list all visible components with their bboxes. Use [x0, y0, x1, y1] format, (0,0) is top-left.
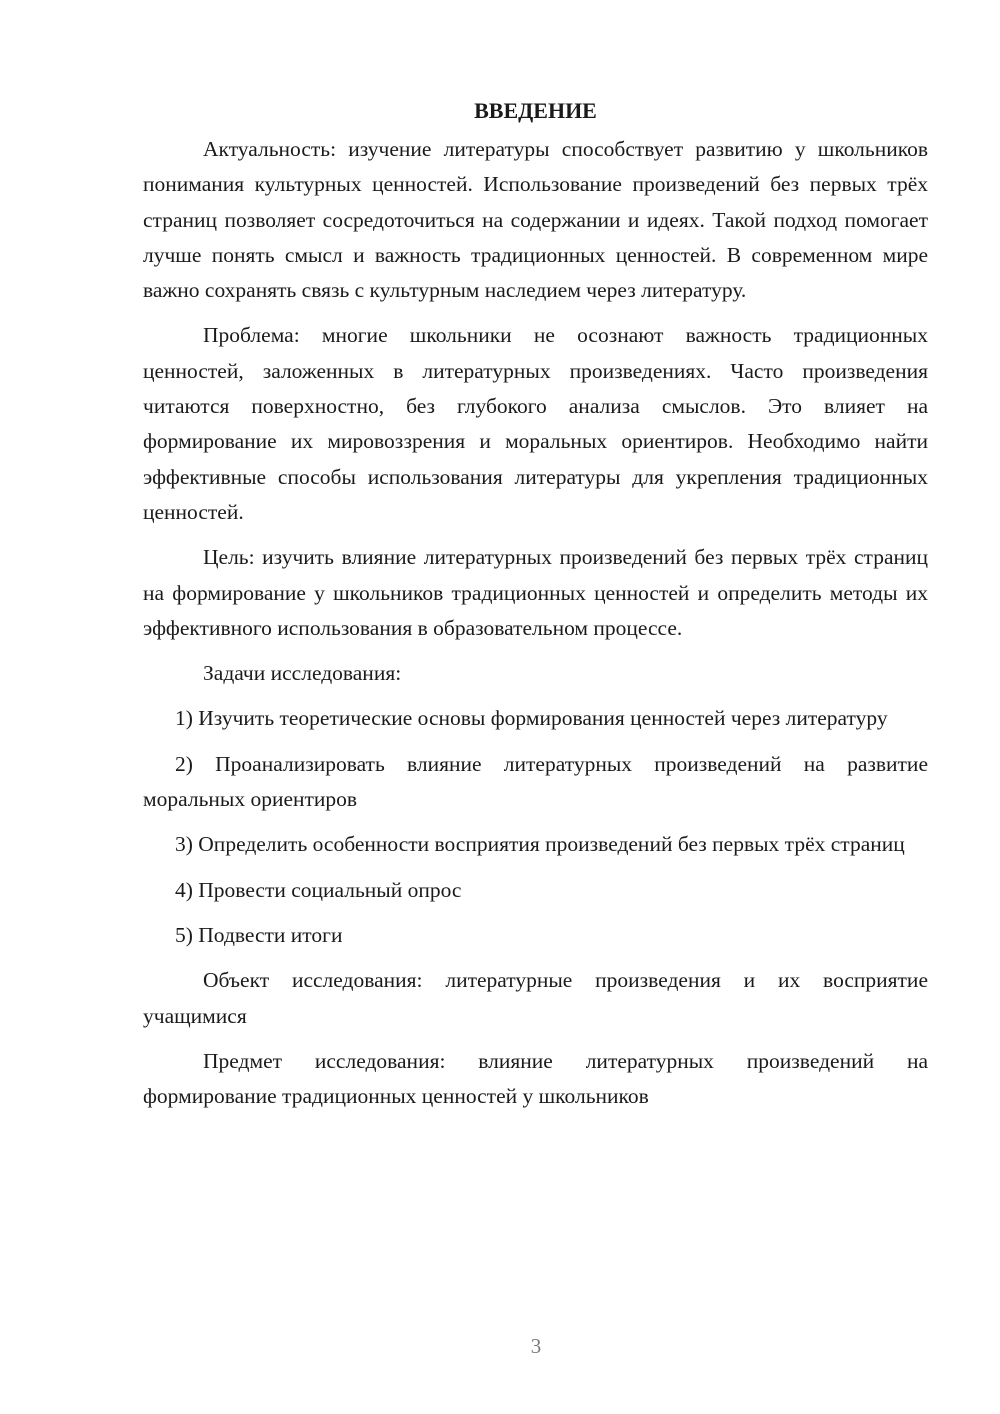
section-title: ВВЕДЕНИЕ: [474, 98, 597, 123]
task-item-3: 3) Определить особенности восприятия произведений без первых трёх страниц: [175, 832, 905, 857]
paragraph-problem: Проблема: многие школьники не осознают важность традиционных ценностей, заложенных в литературных произведениях. Часто произведения читаются поверхностно, без глубокого анализа смыслов. Это влияет на формирование их мировоззрения и моральных ориентиров. Необходимо найти эффективные способы использования литературы для укрепления традиционных ценностей.: [143, 323, 928, 524]
paragraph-goal: Цель: изучить влияние литературных произведений без первых трёх страниц на формирование у школьников традиционных ценностей и определить методы их эффективного использования в образовательном процессе.: [143, 545, 928, 640]
paragraph-subject: Предмет исследования: влияние литературных произведений на формирование традиционных ценностей у школьников: [143, 1048, 928, 1109]
page-number: 3: [530, 1334, 542, 1358]
document-page: [143, 96, 928, 1124]
paragraph-object: Объект исследования: литературные произведения и их восприятие учащимися: [143, 968, 928, 1028]
paragraph-relevance: Актуальность: изучение литературы способствует развитию у школьников понимания культурных ценностей. Использование произведений без первых трёх страниц позволяет сосредоточиться на содержании и идеях. Такой подход помогает лучше понять смысл и важность традиционных ценностей. В современном мире важно сохранять связь с культурным наследием через литературу.: [143, 137, 928, 303]
task-item-2: 2) Проанализировать влияние литературных произведений на развитие моральных ориентиров: [143, 751, 928, 812]
task-item-1: 1) Изучить теоретические основы формирования ценностей через литературу: [175, 706, 888, 731]
paragraph-tasks-heading: Задачи исследования:: [203, 661, 402, 686]
task-item-5: 5) Подвести итоги: [175, 922, 343, 947]
task-item-4: 4) Провести социальный опрос: [175, 877, 462, 902]
